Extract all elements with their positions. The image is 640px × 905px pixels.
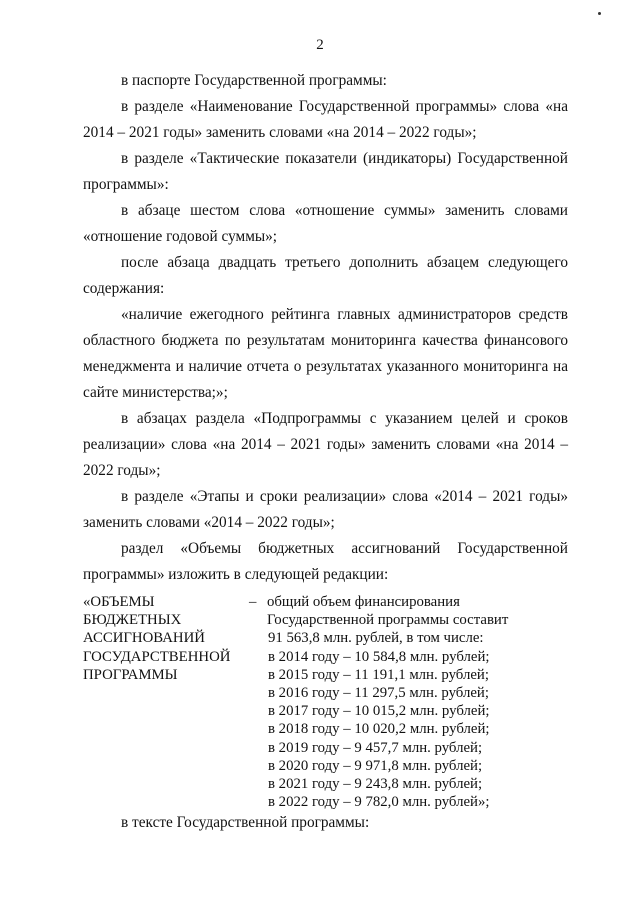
paragraph-3: в разделе «Тактические показатели (индикаторы) Государственной программы»: [83,150,568,193]
paragraph-6: «наличие ежегодного рейтинга главных администраторов средств областного бюджета по результатам мониторинга качества финансового менеджмента и наличие отчета о результатах указанного мониторинга на сайте министерства;»; [83,306,568,401]
paragraph-9: раздел «Объемы бюджетных ассигнований Государственной программы» изложить в следующей редакции: [83,540,568,583]
table-right-line: в 2019 году – 9 457,7 млн. рублей; [268,739,483,756]
table-right-line: в 2020 году – 9 971,8 млн. рублей; [268,757,483,774]
table-right-line: в 2018 году – 10 020,2 млн. рублей; [268,721,490,738]
paragraph-7: в абзацах раздела «Подпрограммы с указанием целей и сроков реализации» слова «на 2014 – 2021 годы» заменить словами «на 2014 – 2022 годы»; [83,410,568,479]
table-left-line: АССИГНОВАНИЙ [83,630,205,647]
table-right-line: 91 563,8 млн. рублей, в том числе: [268,630,484,647]
table-right-line: в 2021 году – 9 243,8 млн. рублей; [268,776,483,793]
paragraph-5: после абзаца двадцать третьего дополнить абзацем следующего содержания: [83,254,568,297]
paragraph-1: в паспорте Государственной программы: [121,72,387,89]
table-right-line: общий объем финансирования [267,594,460,610]
table-left-line: ПРОГРАММЫ [83,666,178,683]
table-left-line: «ОБЪЕМЫ [83,594,155,610]
paragraph-2: в разделе «Наименование Государственной программы» слова «на 2014 – 2021 годы» заменить словами «на 2014 – 2022 годы»; [83,98,568,141]
table-left-line: ГОСУДАРСТВЕННОЙ [83,648,231,665]
table-left-column [83,593,248,684]
table-right-line: в 2022 году – 9 782,0 млн. рублей»; [268,794,490,811]
scan-speck [598,12,601,15]
closing-paragraph: в тексте Государственной программы: [121,814,370,831]
table-right-line: Государственной программы составит [267,612,509,629]
paragraph-8: в разделе «Этапы и сроки реализации» слова «2014 – 2021 годы» заменить словами «2014 – 2022 годы»; [83,488,568,531]
table-dash: – [249,594,257,610]
page-number: 2 [316,37,324,53]
table-right-line: в 2014 году – 10 584,8 млн. рублей; [268,648,490,665]
table-right-line: в 2015 году – 11 191,1 млн. рублей; [268,666,489,683]
paragraph-4: в абзаце шестом слова «отношение суммы» заменить словами «отношение годовой суммы»; [83,202,568,245]
table-right-line: в 2017 году – 10 015,2 млн. рублей; [268,703,490,720]
table-right-line: в 2016 году – 11 297,5 млн. рублей; [268,685,489,702]
table-left-line: БЮДЖЕТНЫХ [83,612,182,629]
table-right-column [267,593,567,811]
